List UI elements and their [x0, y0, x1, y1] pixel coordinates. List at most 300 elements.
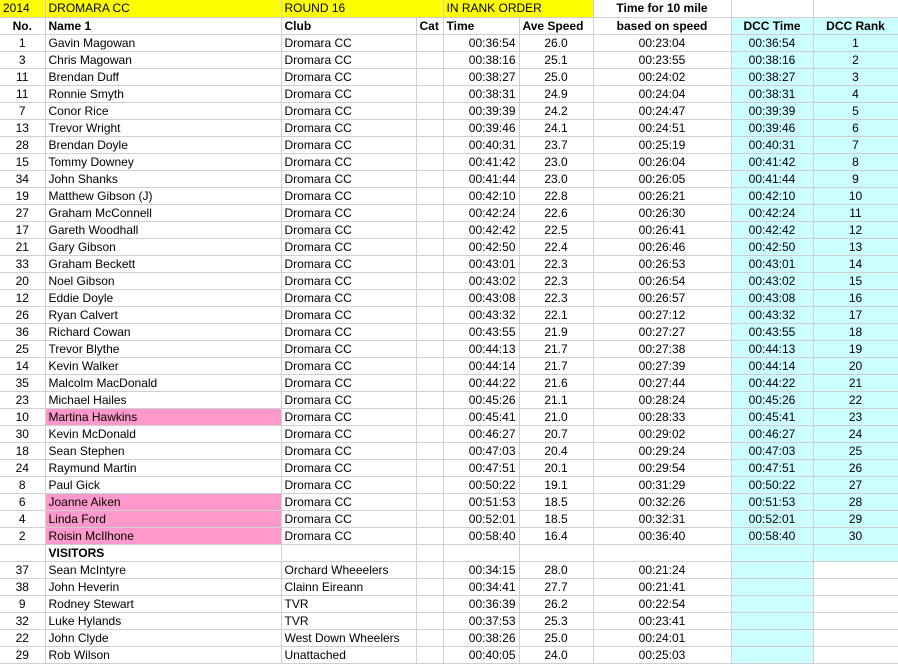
rider-cat-cell[interactable]	[416, 374, 443, 391]
empty-cell[interactable]	[731, 646, 813, 663]
rider-name-cell[interactable]: Michael Hailes	[45, 391, 281, 408]
rider-dcc-rank-cell[interactable]: 30	[813, 527, 898, 544]
rider-cat-cell[interactable]	[416, 102, 443, 119]
rider-club-cell[interactable]: Dromara CC	[281, 510, 416, 527]
rider-dcc-rank-cell[interactable]: 28	[813, 493, 898, 510]
rider-club-cell[interactable]: Dromara CC	[281, 306, 416, 323]
rider-time-cell[interactable]: 00:52:01	[443, 510, 519, 527]
visitor-cat-cell[interactable]	[416, 578, 443, 595]
rider-speed-cell[interactable]: 20.1	[519, 459, 593, 476]
rider-time-cell[interactable]: 00:39:39	[443, 102, 519, 119]
rider-number-cell[interactable]: 20	[0, 272, 45, 289]
rider-name-cell[interactable]: Trevor Wright	[45, 119, 281, 136]
rider-name-cell[interactable]: John Shanks	[45, 170, 281, 187]
time10-label-cell[interactable]: Time for 10 mile	[593, 0, 731, 17]
rider-dcc-rank-cell[interactable]: 22	[813, 391, 898, 408]
rider-cat-cell[interactable]	[416, 238, 443, 255]
rider-number-cell[interactable]: 4	[0, 510, 45, 527]
rider-number-cell[interactable]: 15	[0, 153, 45, 170]
rider-name-cell[interactable]: Joanne Aiken	[45, 493, 281, 510]
visitor-time-cell[interactable]: 00:37:53	[443, 612, 519, 629]
rider-dcc-rank-cell[interactable]: 2	[813, 51, 898, 68]
rider-time-cell[interactable]: 00:46:27	[443, 425, 519, 442]
rider-time-cell[interactable]: 00:41:44	[443, 170, 519, 187]
rider-time-cell[interactable]: 00:45:26	[443, 391, 519, 408]
rider-dcc-rank-cell[interactable]: 18	[813, 323, 898, 340]
rider-dcc-time-cell[interactable]: 00:43:08	[731, 289, 813, 306]
rider-cat-cell[interactable]	[416, 153, 443, 170]
rider-club-cell[interactable]: Dromara CC	[281, 459, 416, 476]
rider-dcc-time-cell[interactable]: 00:46:27	[731, 425, 813, 442]
empty-cell[interactable]	[593, 544, 731, 561]
rider-dcc-time-cell[interactable]: 00:45:41	[731, 408, 813, 425]
rider-time-cell[interactable]: 00:44:22	[443, 374, 519, 391]
visitor-name-cell[interactable]: John Clyde	[45, 629, 281, 646]
rider-name-cell[interactable]: Brendan Doyle	[45, 136, 281, 153]
rider-club-cell[interactable]: Dromara CC	[281, 357, 416, 374]
rider-time-cell[interactable]: 00:38:31	[443, 85, 519, 102]
rider-number-cell[interactable]: 33	[0, 255, 45, 272]
visitor-cat-cell[interactable]	[416, 561, 443, 578]
rider-club-cell[interactable]: Dromara CC	[281, 323, 416, 340]
rider-based-cell[interactable]: 00:23:55	[593, 51, 731, 68]
rider-name-cell[interactable]: Roisin McIlhone	[45, 527, 281, 544]
rider-club-cell[interactable]: Dromara CC	[281, 408, 416, 425]
rider-dcc-rank-cell[interactable]: 27	[813, 476, 898, 493]
rider-dcc-time-cell[interactable]: 00:41:44	[731, 170, 813, 187]
year-cell[interactable]: 2014	[0, 0, 45, 17]
rider-dcc-rank-cell[interactable]: 20	[813, 357, 898, 374]
rider-number-cell[interactable]: 12	[0, 289, 45, 306]
rider-club-cell[interactable]: Dromara CC	[281, 493, 416, 510]
rider-dcc-time-cell[interactable]: 00:44:13	[731, 340, 813, 357]
visitor-number-cell[interactable]: 37	[0, 561, 45, 578]
rider-time-cell[interactable]: 00:47:51	[443, 459, 519, 476]
rider-dcc-rank-cell[interactable]: 15	[813, 272, 898, 289]
rider-number-cell[interactable]: 24	[0, 459, 45, 476]
rider-name-cell[interactable]: Graham Beckett	[45, 255, 281, 272]
visitor-time-cell[interactable]: 00:34:15	[443, 561, 519, 578]
rider-dcc-rank-cell[interactable]: 17	[813, 306, 898, 323]
empty-cell[interactable]	[281, 544, 416, 561]
round-cell[interactable]: ROUND 16	[281, 0, 443, 17]
rider-based-cell[interactable]: 00:29:54	[593, 459, 731, 476]
rider-name-cell[interactable]: Tommy Downey	[45, 153, 281, 170]
visitor-number-cell[interactable]: 38	[0, 578, 45, 595]
rider-dcc-time-cell[interactable]: 00:39:39	[731, 102, 813, 119]
rider-speed-cell[interactable]: 19.1	[519, 476, 593, 493]
empty-cell[interactable]	[813, 544, 898, 561]
rider-number-cell[interactable]: 19	[0, 187, 45, 204]
visitor-number-cell[interactable]: 9	[0, 595, 45, 612]
visitor-speed-cell[interactable]: 28.0	[519, 561, 593, 578]
visitor-number-cell[interactable]: 32	[0, 612, 45, 629]
empty-cell[interactable]	[813, 629, 898, 646]
rider-number-cell[interactable]: 11	[0, 85, 45, 102]
rider-based-cell[interactable]: 00:25:19	[593, 136, 731, 153]
rider-number-cell[interactable]: 35	[0, 374, 45, 391]
rider-based-cell[interactable]: 00:24:04	[593, 85, 731, 102]
rider-dcc-time-cell[interactable]: 00:38:27	[731, 68, 813, 85]
empty-cell[interactable]	[813, 578, 898, 595]
rider-based-cell[interactable]: 00:32:31	[593, 510, 731, 527]
rider-dcc-rank-cell[interactable]: 3	[813, 68, 898, 85]
rider-club-cell[interactable]: Dromara CC	[281, 340, 416, 357]
visitor-name-cell[interactable]: John Heverin	[45, 578, 281, 595]
rider-time-cell[interactable]: 00:38:16	[443, 51, 519, 68]
rider-name-cell[interactable]: Ryan Calvert	[45, 306, 281, 323]
rider-based-cell[interactable]: 00:26:53	[593, 255, 731, 272]
rider-speed-cell[interactable]: 26.0	[519, 34, 593, 51]
rider-based-cell[interactable]: 00:28:24	[593, 391, 731, 408]
rider-club-cell[interactable]: Dromara CC	[281, 170, 416, 187]
rider-cat-cell[interactable]	[416, 493, 443, 510]
visitor-cat-cell[interactable]	[416, 629, 443, 646]
rider-speed-cell[interactable]: 24.2	[519, 102, 593, 119]
rider-speed-cell[interactable]: 22.1	[519, 306, 593, 323]
rider-dcc-time-cell[interactable]: 00:42:50	[731, 238, 813, 255]
rider-name-cell[interactable]: Trevor Blythe	[45, 340, 281, 357]
empty-cell[interactable]	[731, 0, 813, 17]
rider-dcc-rank-cell[interactable]: 21	[813, 374, 898, 391]
rider-number-cell[interactable]: 2	[0, 527, 45, 544]
rider-number-cell[interactable]: 18	[0, 442, 45, 459]
rider-time-cell[interactable]: 00:43:02	[443, 272, 519, 289]
rider-cat-cell[interactable]	[416, 391, 443, 408]
rider-dcc-time-cell[interactable]: 00:38:31	[731, 85, 813, 102]
rider-club-cell[interactable]: Dromara CC	[281, 34, 416, 51]
col-based-header[interactable]: based on speed	[593, 17, 731, 34]
rider-time-cell[interactable]: 00:50:22	[443, 476, 519, 493]
rider-time-cell[interactable]: 00:42:24	[443, 204, 519, 221]
rider-cat-cell[interactable]	[416, 34, 443, 51]
rider-cat-cell[interactable]	[416, 272, 443, 289]
rider-based-cell[interactable]: 00:29:02	[593, 425, 731, 442]
rider-speed-cell[interactable]: 22.3	[519, 255, 593, 272]
rider-speed-cell[interactable]: 22.4	[519, 238, 593, 255]
rider-dcc-time-cell[interactable]: 00:43:32	[731, 306, 813, 323]
col-name-header[interactable]: Name 1	[45, 17, 281, 34]
visitor-cat-cell[interactable]	[416, 595, 443, 612]
rider-dcc-rank-cell[interactable]: 11	[813, 204, 898, 221]
rider-dcc-time-cell[interactable]: 00:44:22	[731, 374, 813, 391]
rider-cat-cell[interactable]	[416, 510, 443, 527]
rider-time-cell[interactable]: 00:51:53	[443, 493, 519, 510]
rider-dcc-rank-cell[interactable]: 8	[813, 153, 898, 170]
rider-name-cell[interactable]: Gavin Magowan	[45, 34, 281, 51]
rider-club-cell[interactable]: Dromara CC	[281, 68, 416, 85]
rider-cat-cell[interactable]	[416, 204, 443, 221]
visitor-cat-cell[interactable]	[416, 612, 443, 629]
rider-time-cell[interactable]: 00:40:31	[443, 136, 519, 153]
rider-club-cell[interactable]: Dromara CC	[281, 527, 416, 544]
rider-name-cell[interactable]: Eddie Doyle	[45, 289, 281, 306]
rider-time-cell[interactable]: 00:41:42	[443, 153, 519, 170]
rider-dcc-rank-cell[interactable]: 1	[813, 34, 898, 51]
rider-number-cell[interactable]: 30	[0, 425, 45, 442]
rider-cat-cell[interactable]	[416, 136, 443, 153]
rider-dcc-rank-cell[interactable]: 14	[813, 255, 898, 272]
col-dcc-rank-header[interactable]: DCC Rank	[813, 17, 898, 34]
rider-club-cell[interactable]: Dromara CC	[281, 153, 416, 170]
rider-speed-cell[interactable]: 21.9	[519, 323, 593, 340]
rider-cat-cell[interactable]	[416, 357, 443, 374]
empty-cell[interactable]	[731, 612, 813, 629]
rider-number-cell[interactable]: 7	[0, 102, 45, 119]
rider-club-cell[interactable]: Dromara CC	[281, 272, 416, 289]
rider-speed-cell[interactable]: 23.0	[519, 153, 593, 170]
rider-name-cell[interactable]: Linda Ford	[45, 510, 281, 527]
rider-dcc-rank-cell[interactable]: 16	[813, 289, 898, 306]
rider-number-cell[interactable]: 14	[0, 357, 45, 374]
rider-time-cell[interactable]: 00:58:40	[443, 527, 519, 544]
visitor-cat-cell[interactable]	[416, 646, 443, 663]
rider-dcc-rank-cell[interactable]: 25	[813, 442, 898, 459]
rider-cat-cell[interactable]	[416, 51, 443, 68]
rider-number-cell[interactable]: 8	[0, 476, 45, 493]
rider-based-cell[interactable]: 00:26:30	[593, 204, 731, 221]
rider-based-cell[interactable]: 00:27:38	[593, 340, 731, 357]
rider-time-cell[interactable]: 00:43:55	[443, 323, 519, 340]
rider-speed-cell[interactable]: 18.5	[519, 493, 593, 510]
rider-cat-cell[interactable]	[416, 68, 443, 85]
rider-speed-cell[interactable]: 18.5	[519, 510, 593, 527]
rider-dcc-rank-cell[interactable]: 26	[813, 459, 898, 476]
visitor-speed-cell[interactable]: 25.3	[519, 612, 593, 629]
rider-cat-cell[interactable]	[416, 221, 443, 238]
rider-time-cell[interactable]: 00:43:08	[443, 289, 519, 306]
empty-cell[interactable]	[731, 544, 813, 561]
visitor-name-cell[interactable]: Luke Hylands	[45, 612, 281, 629]
rider-based-cell[interactable]: 00:24:02	[593, 68, 731, 85]
empty-cell[interactable]	[0, 544, 45, 561]
rider-number-cell[interactable]: 27	[0, 204, 45, 221]
visitor-speed-cell[interactable]: 24.0	[519, 646, 593, 663]
rider-time-cell[interactable]: 00:42:42	[443, 221, 519, 238]
visitor-number-cell[interactable]: 22	[0, 629, 45, 646]
rider-dcc-rank-cell[interactable]: 7	[813, 136, 898, 153]
visitor-name-cell[interactable]: Sean McIntyre	[45, 561, 281, 578]
rider-cat-cell[interactable]	[416, 408, 443, 425]
rider-speed-cell[interactable]: 21.1	[519, 391, 593, 408]
rider-dcc-rank-cell[interactable]: 13	[813, 238, 898, 255]
rider-number-cell[interactable]: 28	[0, 136, 45, 153]
visitor-club-cell[interactable]: Orchard Wheeelers	[281, 561, 416, 578]
rider-name-cell[interactable]: Paul Gick	[45, 476, 281, 493]
rider-dcc-time-cell[interactable]: 00:47:03	[731, 442, 813, 459]
rider-cat-cell[interactable]	[416, 289, 443, 306]
empty-cell[interactable]	[813, 0, 898, 17]
rider-name-cell[interactable]: Raymund Martin	[45, 459, 281, 476]
rider-based-cell[interactable]: 00:29:24	[593, 442, 731, 459]
rider-name-cell[interactable]: Martina Hawkins	[45, 408, 281, 425]
rider-speed-cell[interactable]: 22.3	[519, 289, 593, 306]
rider-number-cell[interactable]: 36	[0, 323, 45, 340]
empty-cell[interactable]	[731, 561, 813, 578]
rider-name-cell[interactable]: Ronnie Smyth	[45, 85, 281, 102]
rider-based-cell[interactable]: 00:28:33	[593, 408, 731, 425]
rider-dcc-rank-cell[interactable]: 6	[813, 119, 898, 136]
rider-name-cell[interactable]: Graham McConnell	[45, 204, 281, 221]
rider-name-cell[interactable]: Conor Rice	[45, 102, 281, 119]
rider-dcc-time-cell[interactable]: 00:41:42	[731, 153, 813, 170]
visitor-number-cell[interactable]: 29	[0, 646, 45, 663]
rider-based-cell[interactable]: 00:27:44	[593, 374, 731, 391]
visitor-based-cell[interactable]: 00:21:41	[593, 578, 731, 595]
visitor-based-cell[interactable]: 00:23:41	[593, 612, 731, 629]
rider-dcc-time-cell[interactable]: 00:47:51	[731, 459, 813, 476]
visitor-club-cell[interactable]: West Down Wheelers	[281, 629, 416, 646]
empty-cell[interactable]	[731, 629, 813, 646]
rider-club-cell[interactable]: Dromara CC	[281, 476, 416, 493]
rider-number-cell[interactable]: 11	[0, 68, 45, 85]
col-no-header[interactable]: No.	[0, 17, 45, 34]
rider-speed-cell[interactable]: 21.7	[519, 357, 593, 374]
rider-based-cell[interactable]: 00:36:40	[593, 527, 731, 544]
col-dcc-time-header[interactable]: DCC Time	[731, 17, 813, 34]
rider-time-cell[interactable]: 00:42:50	[443, 238, 519, 255]
rider-dcc-rank-cell[interactable]: 9	[813, 170, 898, 187]
rider-dcc-time-cell[interactable]: 00:40:31	[731, 136, 813, 153]
rider-time-cell[interactable]: 00:45:41	[443, 408, 519, 425]
visitor-name-cell[interactable]: Rodney Stewart	[45, 595, 281, 612]
rider-club-cell[interactable]: Dromara CC	[281, 391, 416, 408]
rider-name-cell[interactable]: Kevin McDonald	[45, 425, 281, 442]
rider-dcc-time-cell[interactable]: 00:52:01	[731, 510, 813, 527]
rider-speed-cell[interactable]: 24.9	[519, 85, 593, 102]
rider-number-cell[interactable]: 17	[0, 221, 45, 238]
rider-cat-cell[interactable]	[416, 527, 443, 544]
visitor-time-cell[interactable]: 00:40:05	[443, 646, 519, 663]
rider-dcc-time-cell[interactable]: 00:42:24	[731, 204, 813, 221]
rider-cat-cell[interactable]	[416, 476, 443, 493]
visitor-based-cell[interactable]: 00:21:24	[593, 561, 731, 578]
rider-dcc-time-cell[interactable]: 00:42:10	[731, 187, 813, 204]
rider-time-cell[interactable]: 00:36:54	[443, 34, 519, 51]
rider-dcc-rank-cell[interactable]: 12	[813, 221, 898, 238]
rider-based-cell[interactable]: 00:26:57	[593, 289, 731, 306]
rider-based-cell[interactable]: 00:31:29	[593, 476, 731, 493]
rider-club-cell[interactable]: Dromara CC	[281, 374, 416, 391]
rider-speed-cell[interactable]: 22.5	[519, 221, 593, 238]
rider-dcc-time-cell[interactable]: 00:44:14	[731, 357, 813, 374]
rider-dcc-time-cell[interactable]: 00:43:55	[731, 323, 813, 340]
rider-speed-cell[interactable]: 16.4	[519, 527, 593, 544]
rider-club-cell[interactable]: Dromara CC	[281, 119, 416, 136]
rider-dcc-time-cell[interactable]: 00:36:54	[731, 34, 813, 51]
rider-based-cell[interactable]: 00:26:04	[593, 153, 731, 170]
visitor-based-cell[interactable]: 00:25:03	[593, 646, 731, 663]
visitor-speed-cell[interactable]: 27.7	[519, 578, 593, 595]
empty-cell[interactable]	[813, 612, 898, 629]
rider-name-cell[interactable]: Sean Stephen	[45, 442, 281, 459]
rider-cat-cell[interactable]	[416, 119, 443, 136]
visitor-club-cell[interactable]: TVR	[281, 595, 416, 612]
rider-based-cell[interactable]: 00:26:21	[593, 187, 731, 204]
rider-club-cell[interactable]: Dromara CC	[281, 85, 416, 102]
rider-time-cell[interactable]: 00:39:46	[443, 119, 519, 136]
rider-name-cell[interactable]: Malcolm MacDonald	[45, 374, 281, 391]
rider-based-cell[interactable]: 00:26:05	[593, 170, 731, 187]
rider-time-cell[interactable]: 00:43:01	[443, 255, 519, 272]
rider-dcc-time-cell[interactable]: 00:58:40	[731, 527, 813, 544]
rider-speed-cell[interactable]: 21.6	[519, 374, 593, 391]
rider-number-cell[interactable]: 6	[0, 493, 45, 510]
visitor-club-cell[interactable]: TVR	[281, 612, 416, 629]
rider-speed-cell[interactable]: 21.0	[519, 408, 593, 425]
rider-cat-cell[interactable]	[416, 323, 443, 340]
rider-dcc-rank-cell[interactable]: 23	[813, 408, 898, 425]
rider-based-cell[interactable]: 00:23:04	[593, 34, 731, 51]
rider-club-cell[interactable]: Dromara CC	[281, 136, 416, 153]
rider-name-cell[interactable]: Noel Gibson	[45, 272, 281, 289]
rider-name-cell[interactable]: Matthew Gibson (J)	[45, 187, 281, 204]
rider-cat-cell[interactable]	[416, 306, 443, 323]
rider-dcc-rank-cell[interactable]: 10	[813, 187, 898, 204]
rider-dcc-time-cell[interactable]: 00:38:16	[731, 51, 813, 68]
rider-number-cell[interactable]: 1	[0, 34, 45, 51]
order-cell[interactable]: IN RANK ORDER	[443, 0, 593, 17]
rider-club-cell[interactable]: Dromara CC	[281, 425, 416, 442]
visitor-time-cell[interactable]: 00:38:26	[443, 629, 519, 646]
rider-club-cell[interactable]: Dromara CC	[281, 204, 416, 221]
rider-cat-cell[interactable]	[416, 85, 443, 102]
empty-cell[interactable]	[731, 595, 813, 612]
visitor-speed-cell[interactable]: 25.0	[519, 629, 593, 646]
rider-club-cell[interactable]: Dromara CC	[281, 238, 416, 255]
rider-name-cell[interactable]: Richard Cowan	[45, 323, 281, 340]
rider-based-cell[interactable]: 00:32:26	[593, 493, 731, 510]
rider-name-cell[interactable]: Gareth Woodhall	[45, 221, 281, 238]
rider-time-cell[interactable]: 00:44:13	[443, 340, 519, 357]
rider-dcc-time-cell[interactable]: 00:51:53	[731, 493, 813, 510]
rider-dcc-time-cell[interactable]: 00:42:42	[731, 221, 813, 238]
empty-cell[interactable]	[519, 544, 593, 561]
rider-club-cell[interactable]: Dromara CC	[281, 255, 416, 272]
rider-speed-cell[interactable]: 22.3	[519, 272, 593, 289]
rider-dcc-rank-cell[interactable]: 29	[813, 510, 898, 527]
visitor-time-cell[interactable]: 00:36:39	[443, 595, 519, 612]
rider-club-cell[interactable]: Dromara CC	[281, 221, 416, 238]
rider-cat-cell[interactable]	[416, 425, 443, 442]
rider-speed-cell[interactable]: 21.7	[519, 340, 593, 357]
rider-dcc-rank-cell[interactable]: 5	[813, 102, 898, 119]
rider-time-cell[interactable]: 00:38:27	[443, 68, 519, 85]
col-cat-header[interactable]: Cat	[416, 17, 443, 34]
empty-cell[interactable]	[813, 561, 898, 578]
visitor-time-cell[interactable]: 00:34:41	[443, 578, 519, 595]
rider-dcc-rank-cell[interactable]: 19	[813, 340, 898, 357]
empty-cell[interactable]	[731, 578, 813, 595]
rider-speed-cell[interactable]: 22.6	[519, 204, 593, 221]
rider-dcc-rank-cell[interactable]: 4	[813, 85, 898, 102]
rider-club-cell[interactable]: Dromara CC	[281, 442, 416, 459]
rider-time-cell[interactable]: 00:47:03	[443, 442, 519, 459]
rider-name-cell[interactable]: Brendan Duff	[45, 68, 281, 85]
rider-number-cell[interactable]: 13	[0, 119, 45, 136]
visitor-club-cell[interactable]: Clainn Eireann	[281, 578, 416, 595]
rider-based-cell[interactable]: 00:26:54	[593, 272, 731, 289]
rider-club-cell[interactable]: Dromara CC	[281, 51, 416, 68]
rider-name-cell[interactable]: Kevin Walker	[45, 357, 281, 374]
rider-cat-cell[interactable]	[416, 459, 443, 476]
rider-name-cell[interactable]: Gary Gibson	[45, 238, 281, 255]
rider-cat-cell[interactable]	[416, 340, 443, 357]
rider-based-cell[interactable]: 00:26:41	[593, 221, 731, 238]
rider-cat-cell[interactable]	[416, 187, 443, 204]
rider-club-cell[interactable]: Dromara CC	[281, 187, 416, 204]
rider-based-cell[interactable]: 00:27:27	[593, 323, 731, 340]
